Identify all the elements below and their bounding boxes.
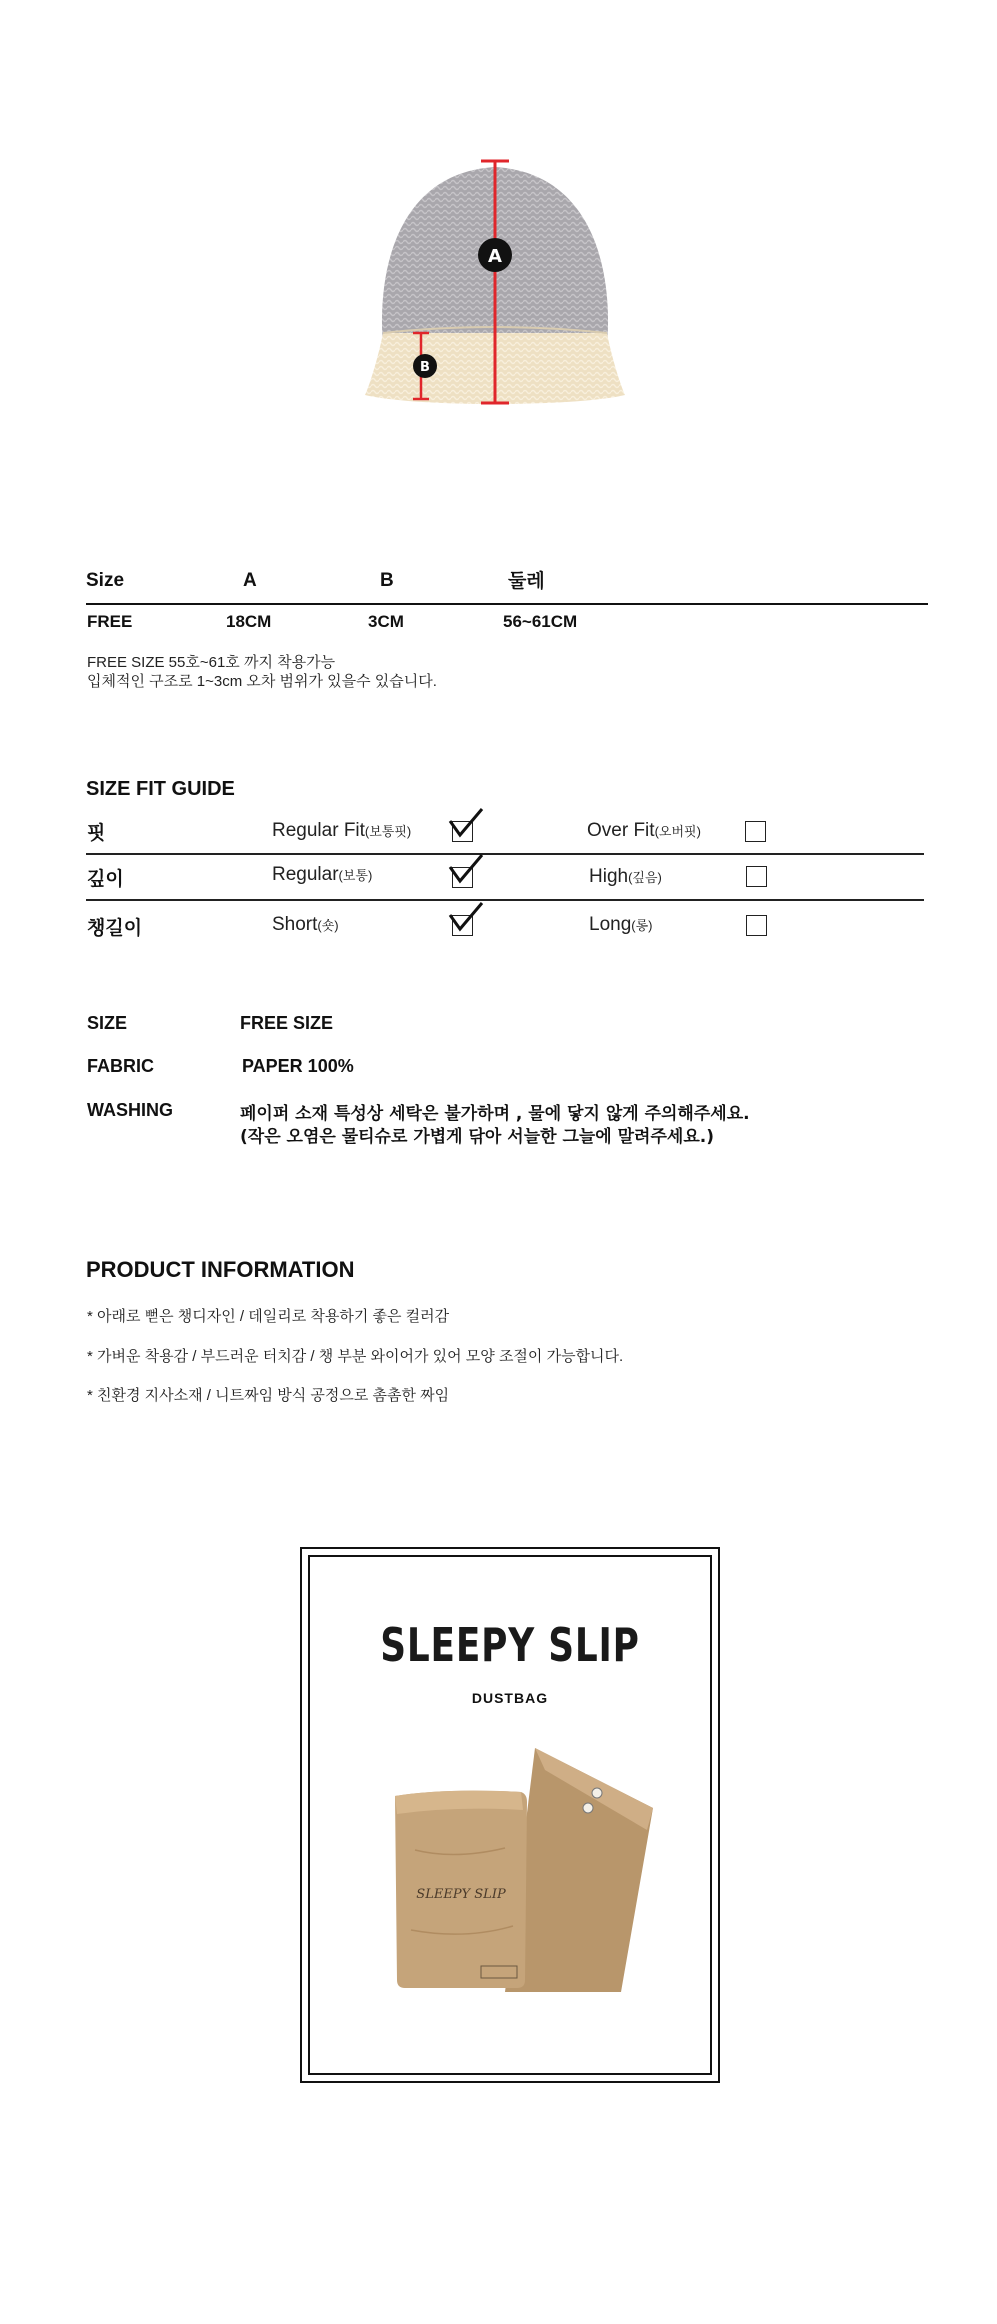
- spec-fabric-label: FABRIC: [87, 1056, 154, 1076]
- size-cell-free: FREE: [87, 612, 133, 631]
- fit-guide-title: SIZE FIT GUIDE: [86, 778, 235, 800]
- spec-washing-label: WASHING: [87, 1100, 174, 1120]
- spec-washing-line-1: 페이퍼 소재 특성상 세탁은 불가하며 , 물에 닿지 않게 주의해주세요.: [240, 1104, 750, 1124]
- check-mark-icon: [448, 900, 484, 934]
- product-info-item-1: * 아래로 뻗은 챙디자인 / 데일리로 착용하기 좋은 컬러감: [87, 1308, 450, 1325]
- size-table-divider: [86, 603, 928, 605]
- fit-option-short: Short(숏): [272, 914, 339, 935]
- checkbox-long[interactable]: [746, 915, 767, 936]
- bag-print-text: SLEEPY SLIP: [416, 1887, 506, 1902]
- check-mark-icon: [448, 806, 484, 840]
- size-header-b: B: [380, 570, 394, 591]
- checkbox-over-fit[interactable]: [745, 821, 766, 842]
- spec-size-value: FREE SIZE: [240, 1013, 334, 1033]
- size-header-a: A: [243, 570, 257, 591]
- spec-fabric-value: PAPER 100%: [242, 1056, 354, 1076]
- size-cell-circumference: 56~61CM: [503, 612, 578, 631]
- measure-b-label: B: [420, 360, 430, 375]
- product-info-title: PRODUCT INFORMATION: [86, 1257, 355, 1282]
- spec-washing-line-2: (작은 오염은 물티슈로 가볍게 닦아 서늘한 그늘에 말려주세요.): [240, 1127, 714, 1147]
- size-cell-a: 18CM: [226, 612, 272, 631]
- product-info-item-3: * 친환경 지사소재 / 니트짜임 방식 공정으로 촘촘한 짜임: [87, 1387, 450, 1404]
- size-note-1: FREE SIZE 55호~61호 까지 착용가능: [87, 654, 336, 671]
- fit-row-divider: [86, 899, 924, 901]
- fit-row-label-fit: 핏: [87, 822, 106, 844]
- product-info-item-2: * 가벼운 착용감 / 부드러운 터치감 / 챙 부분 와이어가 있어 모양 조절이 가능합니다.: [87, 1348, 624, 1365]
- fit-option-over-fit: Over Fit(오버핏): [587, 820, 701, 841]
- fit-option-high: High(깊음): [589, 866, 662, 887]
- fit-row-label-brim: 챙길이: [87, 917, 143, 939]
- size-cell-b: 3CM: [368, 612, 404, 631]
- fit-row-divider: [86, 853, 924, 855]
- spec-size-label: SIZE: [87, 1013, 128, 1033]
- check-mark-icon: [448, 852, 484, 886]
- fit-option-regular-depth: Regular(보통): [272, 864, 373, 885]
- hat-measurement-image: [355, 155, 635, 415]
- fit-row-label-depth: 깊이: [87, 868, 124, 890]
- dustbag-subtitle: DUSTBAG: [471, 1690, 549, 1706]
- fit-option-long: Long(롱): [589, 914, 653, 935]
- dustbag-image: [385, 1730, 675, 2000]
- fit-option-regular-fit: Regular Fit(보통핏): [272, 820, 412, 841]
- size-note-2: 입체적인 구조로 1~3cm 오차 범위가 있을수 있습니다.: [87, 673, 437, 690]
- checkbox-high[interactable]: [746, 866, 767, 887]
- size-header-circumference: 둘레: [508, 570, 545, 592]
- brand-logo: SLEEPY SLIP: [380, 1618, 640, 1672]
- size-header-size: Size: [86, 570, 125, 591]
- measure-a-label: A: [488, 246, 502, 267]
